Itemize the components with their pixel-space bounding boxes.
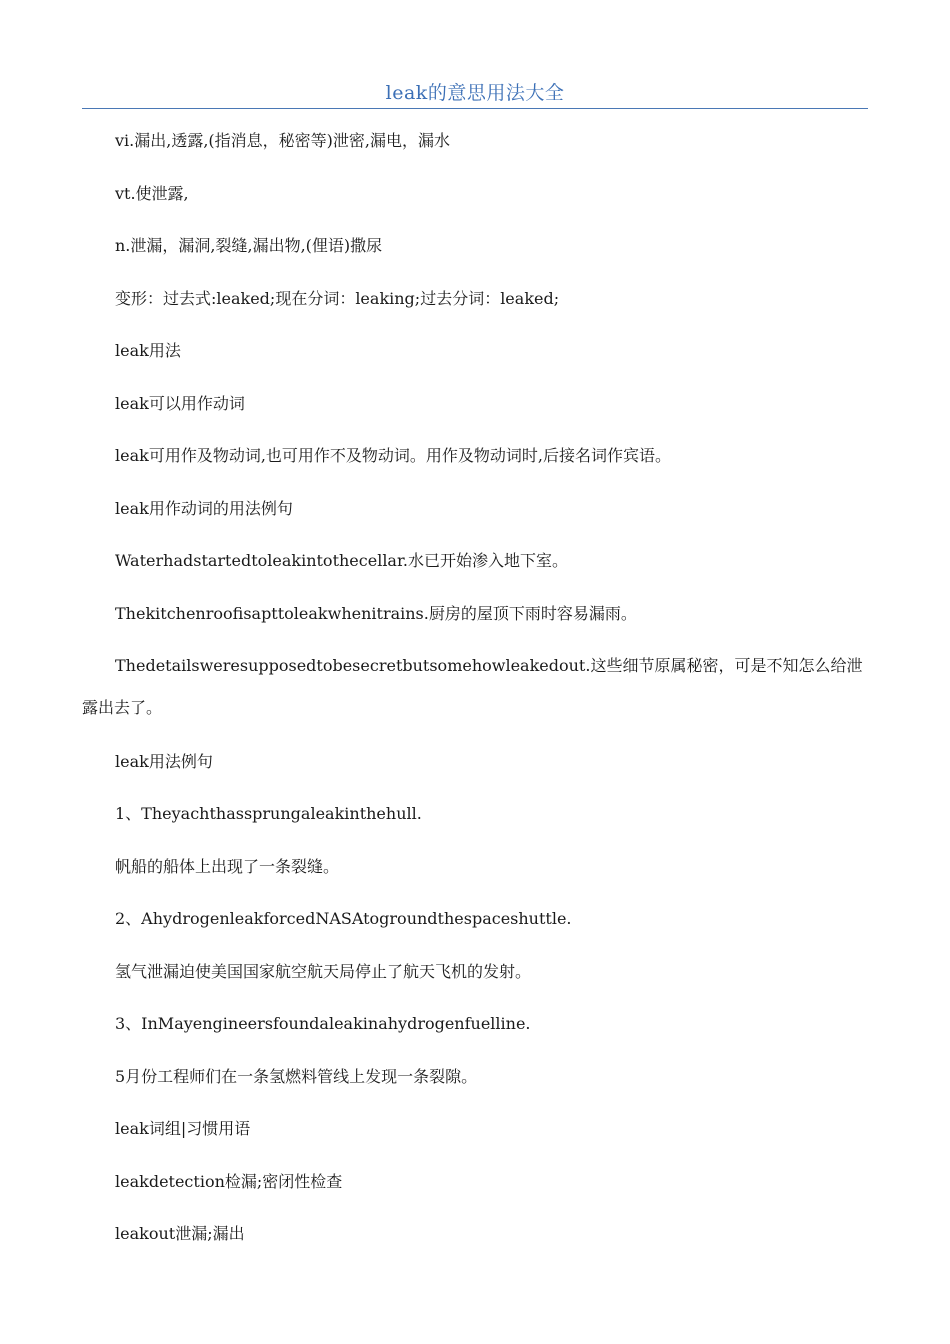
paragraph: n.泄漏，漏洞,裂缝,漏出物,(俚语)撒尿 [115,236,383,255]
example-sentence: 1、Theyachthassprungaleakinthehull. [115,804,422,823]
paragraph: leak可用作及物动词,也可用作不及物动词。用作及物动词时,后接名词作宾语。 [115,446,671,465]
example-sentence: 3、InMayengineersfoundaleakinahydrogenfuelline. [115,1014,531,1033]
paragraph: 变形：过去式:leaked;现在分词：leaking;过去分词：leaked; [115,288,560,308]
translation: 5月份工程师们在一条氢燃料管线上发现一条裂隙。 [115,1066,478,1086]
paragraph: leak用作动词的用法例句 [115,498,293,518]
example-sentence: Thekitchenroofisapttoleakwhenitrains.厨房的屋顶下雨时容易漏雨。 [115,603,637,623]
paragraph: vt.使泄露, [115,183,189,203]
page-title: leak的意思用法大全 [385,82,565,104]
example-sentence: Thedetailsweresupposedtobesecretbutsomehowleakedout.这些细节原属秘密，可是不知怎么给泄露出去了。 [82,656,863,717]
phrase-entry: leakout泄漏;漏出 [115,1224,245,1243]
phrase-entry: leakdetection检漏;密闭性检查 [115,1171,343,1191]
section-heading: leak词组|习惯用语 [115,1119,251,1138]
paragraph: vi.漏出,透露,(指消息，秘密等)泄密,漏电，漏水 [115,131,450,150]
example-sentence: 2、AhydrogenleakforcedNASAtogroundthespaceshuttle. [115,909,572,928]
section-heading: leak用法 [115,341,181,360]
paragraph: leak可以用作动词 [115,393,245,413]
document-body [82,120,868,1266]
translation: 氢气泄漏迫使美国国家航空航天局停止了航天飞机的发射。 [115,961,532,981]
translation: 帆船的船体上出现了一条裂缝。 [115,856,340,876]
page-header [82,80,868,109]
example-sentence: Waterhadstartedtoleakintothecellar.水已开始渗入地下室。 [115,551,568,570]
section-heading: leak用法例句 [115,751,213,771]
